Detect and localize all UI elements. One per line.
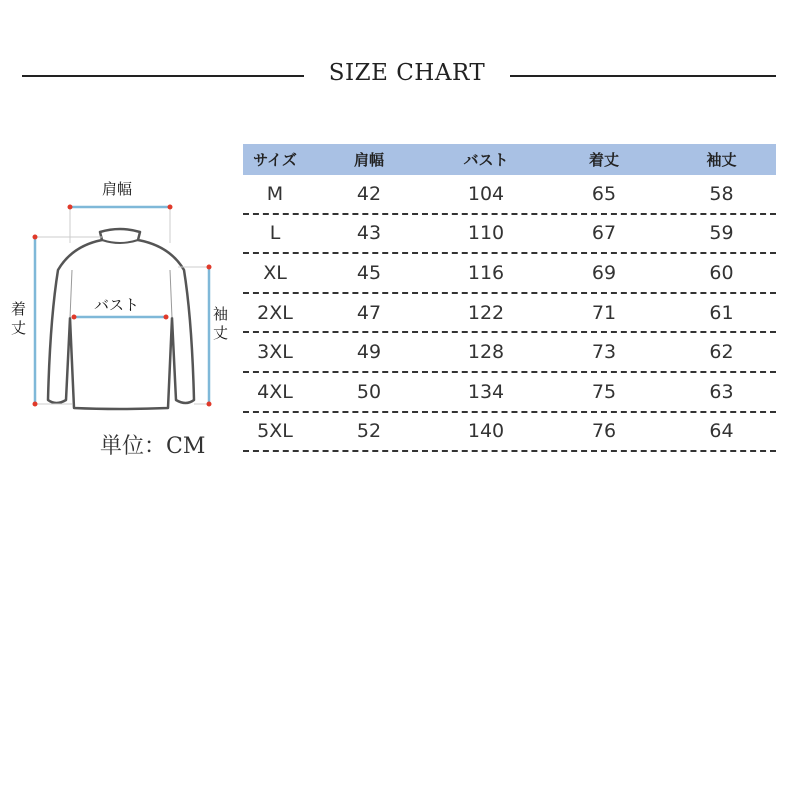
cell-bust: 140: [467, 420, 505, 443]
cell-sleeve: 60: [709, 261, 734, 284]
cell-shoulder: 43: [356, 222, 382, 245]
bust-label: バスト: [94, 296, 140, 314]
title-divider-right: [510, 75, 776, 77]
cell-length: 69: [591, 261, 617, 284]
cell-bust: 116: [467, 261, 505, 284]
cell-size: XL: [263, 261, 287, 284]
cell-size: 5XL: [257, 420, 293, 443]
table-row: [243, 333, 776, 373]
unit-label: 単位：CM: [100, 434, 206, 459]
page-title: SIZE CHART: [328, 60, 486, 86]
cell-length: 71: [591, 301, 617, 324]
table-row: [243, 413, 776, 453]
cell-bust: 110: [467, 222, 505, 245]
cell-length: 76: [591, 420, 617, 443]
table-row: [243, 215, 776, 255]
cell-size: L: [269, 222, 281, 245]
cell-sleeve: 59: [709, 222, 734, 245]
table-row: [243, 373, 776, 413]
cell-size: 2XL: [257, 301, 293, 324]
cell-length: 75: [591, 380, 617, 403]
header-size: サイズ: [253, 151, 297, 169]
cell-shoulder: 49: [356, 341, 382, 364]
cell-sleeve: 62: [709, 341, 734, 364]
cell-sleeve: 64: [709, 420, 734, 443]
cell-shoulder: 52: [356, 420, 382, 443]
cell-shoulder: 47: [356, 301, 382, 324]
cell-shoulder: 45: [356, 261, 382, 284]
cell-sleeve: 61: [709, 301, 734, 324]
cell-length: 73: [591, 341, 617, 364]
sleeve-label-top: 袖: [213, 305, 229, 323]
jacket-diagram: [0, 170, 240, 430]
sleeve-label-bottom: 丈: [213, 324, 229, 342]
cell-size: 4XL: [257, 380, 293, 403]
length-label-top: 着: [11, 300, 27, 318]
table-row: [243, 294, 776, 334]
cell-bust: 134: [467, 380, 505, 403]
table-row: [243, 254, 776, 294]
length-label-bottom: 丈: [11, 319, 27, 337]
cell-sleeve: 58: [709, 182, 734, 205]
cell-shoulder: 50: [356, 380, 382, 403]
cell-shoulder: 42: [356, 182, 382, 205]
cell-bust: 122: [467, 301, 505, 324]
cell-size: M: [266, 182, 284, 205]
cell-bust: 128: [467, 341, 505, 364]
title-divider-left: [22, 75, 304, 77]
cell-sleeve: 63: [709, 380, 734, 403]
cell-bust: 104: [467, 182, 505, 205]
header-sleeve: 袖丈: [706, 151, 737, 169]
table-row: [243, 175, 776, 215]
header-length: 着丈: [588, 151, 619, 169]
shoulder-label: 肩幅: [102, 180, 133, 198]
header-shoulder: 肩幅: [353, 151, 384, 169]
size-table: [243, 144, 776, 452]
cell-length: 65: [591, 182, 617, 205]
header-bust: バスト: [463, 151, 509, 169]
cell-length: 67: [591, 222, 617, 245]
cell-size: 3XL: [257, 341, 293, 364]
table-header: [243, 144, 776, 175]
title-bar: [0, 56, 800, 96]
